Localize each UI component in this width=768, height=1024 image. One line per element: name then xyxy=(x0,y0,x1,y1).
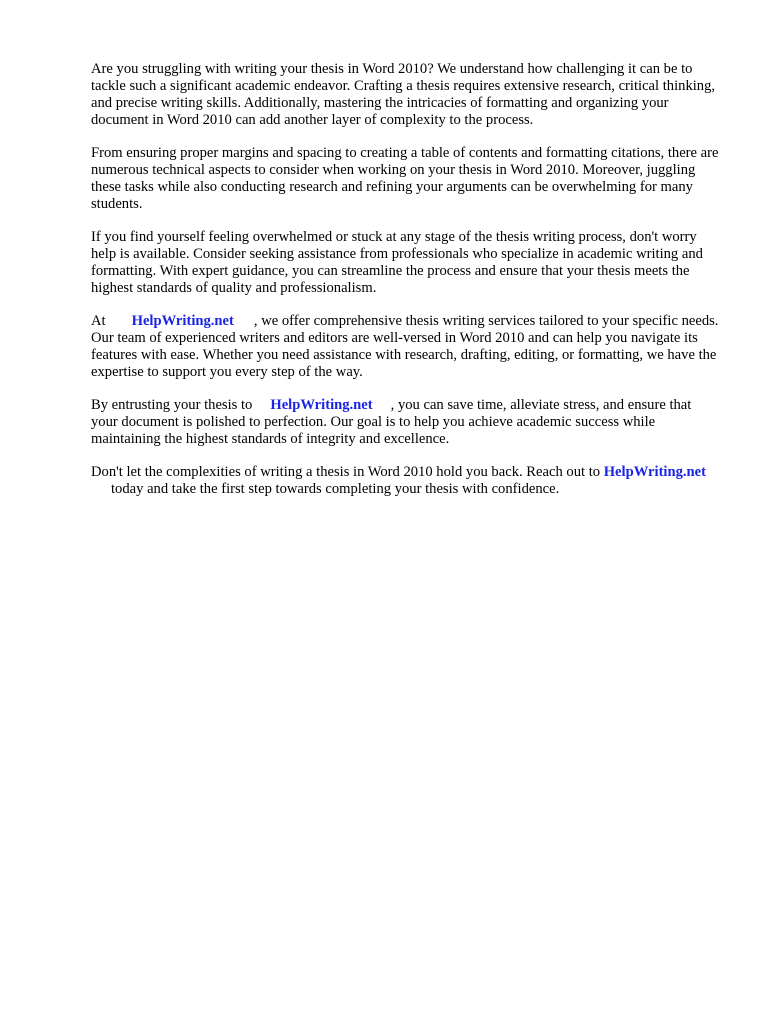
paragraph-entrusting-part-2: , you can save time, alleviate stress, and ensure that your document is polished to perfection. Our goal is to help you achieve academic success while maintaining the highest standards of integrity and excellence. xyxy=(91,397,692,447)
paragraph-services-part-2: , we offer comprehensive thesis writing services tailored to your specific needs. Our team of experienced writers and editors are well-versed in Word 2010 and can help you navigate its features with ease. Whether you need assistance with research, drafting, editing, or formatting, we have the expertise to support you every step of the way. xyxy=(91,313,719,380)
paragraph-services xyxy=(91,313,721,381)
paragraph-call-to-action xyxy=(91,464,721,498)
paragraph-overwhelmed-part-2: help is available. Consider seeking assistance from professionals who specialize in academic writing and formatting. With expert guidance, you can streamline the process and ensure that your thesis meets the highest standards of quality and professionalism. xyxy=(91,246,703,296)
document-page xyxy=(91,61,721,514)
paragraph-services-part-1: At xyxy=(91,313,106,329)
helpwriting-link-1[interactable]: HelpWriting.net xyxy=(131,313,234,329)
paragraph-intro: Are you struggling with writing your thesis in Word 2010? We understand how challenging it can be to tackle such a significant academic endeavor. Crafting a thesis requires extensive research, critical thinking, and precise writing skills. Additionally, mastering the intricacies of formatting and organizing your document in Word 2010 can add another layer of complexity to the process. xyxy=(91,61,716,128)
paragraph-overwhelmed xyxy=(91,229,721,297)
paragraph-overwhelmed-part-1: If you find yourself feeling overwhelmed or stuck at any stage of the thesis writing process, don't worry xyxy=(91,229,697,245)
paragraph-call-to-action-part-1: Don't let the complexities of writing a thesis in Word 2010 hold you back. Reach out to xyxy=(91,464,601,480)
paragraph-entrusting-part-1: By entrusting your thesis to xyxy=(91,397,253,413)
helpwriting-link-2[interactable]: HelpWriting.net xyxy=(270,397,373,413)
paragraph-technical-aspects: From ensuring proper margins and spacing to creating a table of contents and formatting citations, there are numerous technical aspects to consider when working on your thesis in Word 2010. Moreover, juggling these tasks while also conducting research and refining your arguments can be overwhelming for many students. xyxy=(91,145,719,212)
helpwriting-link-3[interactable]: HelpWriting.net xyxy=(603,464,706,480)
paragraph-entrusting xyxy=(91,397,721,448)
paragraph-call-to-action-part-2: today and take the first step towards completing your thesis with confidence. xyxy=(111,481,560,497)
